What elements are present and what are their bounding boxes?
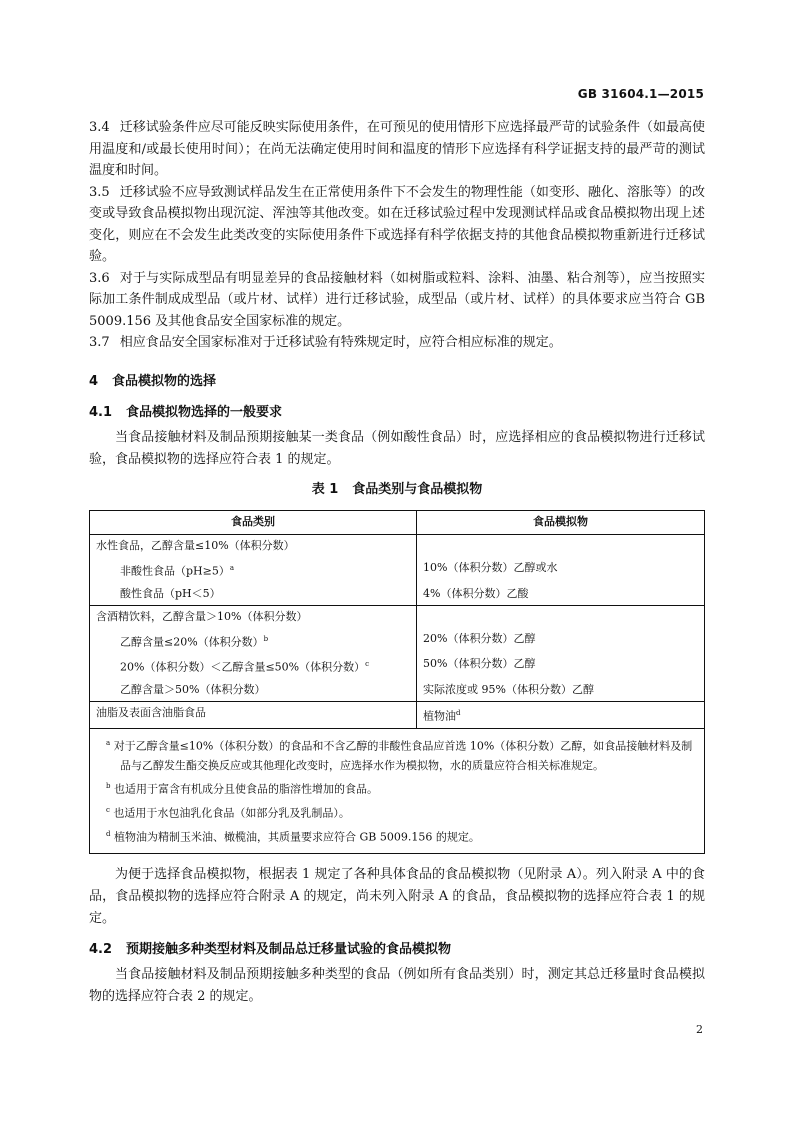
- food-simulant-cell: 10%（体积分数）乙醇或水: [417, 557, 705, 583]
- standard-number: GB 31604.1—2015: [577, 87, 704, 101]
- footnote-text: 也适用于富含有机成分且使食品的脂溶性增加的食品。: [113, 782, 378, 796]
- food-category-cell: 酸性食品（pH＜5）: [90, 583, 417, 606]
- footnote-mark: d: [456, 708, 461, 717]
- section-title: 食品模拟物的选择: [112, 373, 217, 389]
- footnote-text: 对于乙醇含量≤10%（体积分数）的食品和不含乙醇的非酸性食品应首选 10%（体积分数）乙醇，如食品接触材料及制品与乙醇发生酯交换反应或其他理化改变时，应选择水作为模拟物，水的质量应符合相关标准规定。: [113, 739, 693, 773]
- food-category-cell: [90, 557, 417, 583]
- food-category-text: 非酸性食品（pH≥5）: [120, 564, 230, 578]
- page-number: 2: [696, 1023, 703, 1036]
- table-1: [89, 510, 705, 729]
- clause-text: 相应食品安全国家标准对于迁移试验有特殊规定时，应符合相应标准的规定。: [119, 335, 562, 350]
- section-4-1-paragraph-2: 为便于选择食品模拟物，根据表 1 规定了各种具体食品的食品模拟物（见附录 A）。列入附录 A 中的食品，食品模拟物的选择应符合附录 A 的规定，尚未列入附录 A 的食品，食品模拟物的选择应符合表 1 的规定。: [89, 867, 705, 927]
- food-simulant-cell: 实际浓度或 95%（体积分数）乙醇: [417, 679, 705, 702]
- table-1-footnotes: [89, 729, 705, 855]
- footnote-mark: c: [365, 660, 370, 669]
- food-simulant-cell: 50%（体积分数）乙醇: [417, 653, 705, 679]
- footnote-mark: a: [229, 564, 235, 572]
- clause-number: 3.7: [89, 335, 110, 350]
- section-4-1-paragraph-1: 当食品接触材料及制品预期接触某一类食品（例如酸性食品）时，应选择相应的食品模拟物进行迁移试验，食品模拟物的选择应符合表 1 的规定。: [89, 429, 705, 467]
- page-content: [89, 117, 705, 1008]
- footnote-mark: b: [106, 782, 111, 791]
- section-4-heading: [89, 371, 705, 393]
- food-category-cell: [90, 628, 417, 654]
- section-4-2-paragraph-1: 当食品接触材料及制品预期接触多种类型的食品（例如所有食品类别）时，测定其总迁移量时食品模拟物的选择应符合表 2 的规定。: [89, 967, 705, 1005]
- column-header-food-simulant: 食品模拟物: [417, 511, 705, 535]
- footnote: [106, 776, 694, 800]
- section-number: 4: [89, 373, 99, 389]
- column-header-food-category: 食品类别: [90, 511, 417, 535]
- clause-text: 迁移试验不应导致测试样品发生在正常使用条件下不会发生的物理性能（如变形、融化、溶胀等）的改变或导致食品模拟物出现沉淀、浑浊等其他改变。如在迁移试验过程中发现测试样品或食品模拟物出现上述变化，则应在不会发生此类改变的实际使用条件下或选择有科学依据支持的其他食品模拟物重新进行迁移试验。: [89, 184, 705, 264]
- food-simulant-cell: [417, 701, 705, 728]
- food-category-text: 20%（体积分数）＜乙醇含量≤50%（体积分数）: [120, 660, 366, 674]
- clause-3-7: [89, 332, 705, 354]
- footnote: [106, 824, 694, 848]
- clause-text: 对于与实际成型品有明显差异的食品接触材料（如树脂或粒料、涂料、油墨、粘合剂等），应当按照实际加工条件制成成型品（或片材、试样）进行迁移试验，成型品（或片材、试样）的具体要求应当符合 GB 5009.156 及其他食品安全国家标准的规定。: [89, 270, 705, 329]
- clause-3-6: [89, 268, 705, 333]
- footnote: [106, 733, 694, 777]
- footnote-mark: d: [106, 829, 111, 838]
- section-number: 4.1: [89, 404, 113, 420]
- clause-number: 3.5: [89, 184, 110, 200]
- table-title: 食品类别与食品模拟物: [352, 481, 483, 497]
- table-number: 表 1: [311, 481, 339, 497]
- footnote-text: 也适用于水包油乳化食品（如部分乳及乳制品）。: [113, 806, 350, 820]
- clause-number: 3.6: [89, 270, 110, 286]
- footnote-text: 植物油为精制玉米油、橄榄油，其质量要求应符合 GB 5009.156 的规定。: [113, 830, 480, 844]
- footnote: [106, 800, 694, 824]
- food-category-cell: [90, 653, 417, 679]
- footnote-mark: a: [106, 738, 111, 747]
- group-heading-alcoholic-beverage: 含酒精饮料，乙醇含量＞10%（体积分数）: [90, 605, 417, 628]
- table-row: [90, 679, 705, 702]
- section-title: 预期接触多种类型材料及制品总迁移量试验的食品模拟物: [126, 942, 452, 958]
- clause-3-5: [89, 182, 705, 268]
- table-row: [90, 583, 705, 606]
- food-category-text: 乙醇含量≤20%（体积分数）: [120, 635, 264, 649]
- clause-number: 3.4: [89, 120, 110, 135]
- table-cell: [417, 605, 705, 628]
- table-header-row: [90, 511, 705, 535]
- table-row: [90, 701, 705, 728]
- table-1-caption: [89, 479, 705, 501]
- food-category-cell: 油脂及表面含油脂食品: [90, 701, 417, 728]
- clause-3-4: [89, 117, 705, 182]
- food-simulant-text: 植物油: [423, 709, 456, 723]
- table-row: [90, 628, 705, 654]
- table-row: [90, 653, 705, 679]
- food-simulant-cell: 20%（体积分数）乙醇: [417, 628, 705, 654]
- table-row: [90, 557, 705, 583]
- food-simulant-cell: 4%（体积分数）乙酸: [417, 583, 705, 606]
- group-heading-aqueous-food: 水性食品，乙醇含量≤10%（体积分数）: [90, 535, 417, 558]
- table-cell: [417, 535, 705, 558]
- clause-text: 迁移试验条件应尽可能反映实际使用条件，在可预见的使用情形下应选择最严苛的试验条件（如最高使用温度和/或最长使用时间）；在尚无法确定使用时间和温度的情形下应选择有科学证据支持的最严苛的测试温度和时间。: [89, 120, 705, 178]
- footnote-mark: b: [263, 634, 269, 643]
- section-4-1-heading: [89, 402, 705, 424]
- section-number: 4.2: [89, 942, 113, 958]
- table-row: [90, 535, 705, 558]
- footnote-mark: c: [106, 805, 110, 814]
- section-4-2-heading: [89, 939, 705, 961]
- food-category-cell: 乙醇含量＞50%（体积分数）: [90, 679, 417, 702]
- table-row: [90, 605, 705, 628]
- section-title: 食品模拟物选择的一般要求: [126, 404, 283, 420]
